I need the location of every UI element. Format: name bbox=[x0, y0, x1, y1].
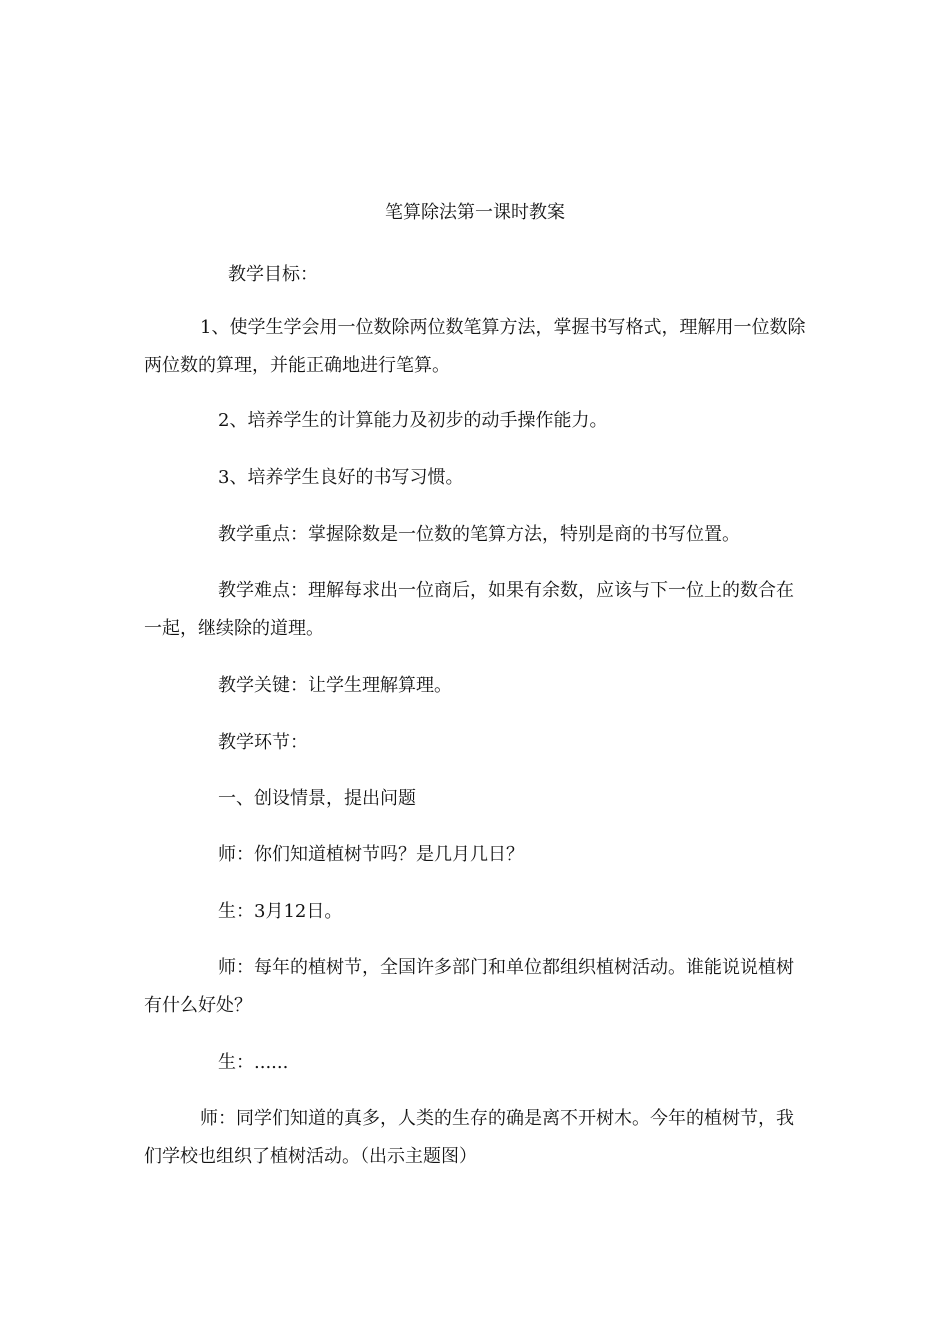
paragraph-goal-1: 1、使学生学会用一位数除两位数笔算方法，掌握书写格式，理解用一位数除两位数的算理，并能正确地进行笔算。 bbox=[144, 317, 806, 376]
paragraph-teaching-goals-heading: 教学目标： bbox=[228, 264, 318, 285]
paragraph-section-1: 一、创设情景，提出问题 bbox=[218, 788, 416, 809]
paragraph-difficulty: 教学难点：理解每求出一位商后，如果有余数，应该与下一位上的数合在一起，继续除的道理。 bbox=[144, 580, 794, 639]
paragraph-goal-2: 2、培养学生的计算能力及初步的动手操作能力。 bbox=[218, 410, 608, 431]
paragraph-key: 教学关键：让学生理解算理。 bbox=[218, 675, 452, 696]
document-title: 笔算除法第一课时教案 bbox=[385, 202, 565, 223]
paragraph-key-point: 教学重点：掌握除数是一位数的笔算方法，特别是商的书写位置。 bbox=[218, 524, 740, 545]
paragraph-student-2: 生：...... bbox=[218, 1052, 289, 1073]
paragraph-teacher-2: 师：每年的植树节，全国许多部门和单位都组织植树活动。谁能说说植树有什么好处？ bbox=[144, 957, 794, 1016]
paragraph-teacher-1: 师：你们知道植树节吗？是几月几日？ bbox=[218, 844, 524, 865]
paragraph-goal-3: 3、培养学生良好的书写习惯。 bbox=[218, 467, 464, 488]
paragraph-student-1: 生：3月12日。 bbox=[218, 901, 343, 922]
paragraph-steps-heading: 教学环节： bbox=[218, 732, 308, 753]
paragraph-teacher-3: 师：同学们知道的真多，人类的生存的确是离不开树木。今年的植树节，我们学校也组织了植树活动。（出示主题图） bbox=[144, 1108, 794, 1167]
